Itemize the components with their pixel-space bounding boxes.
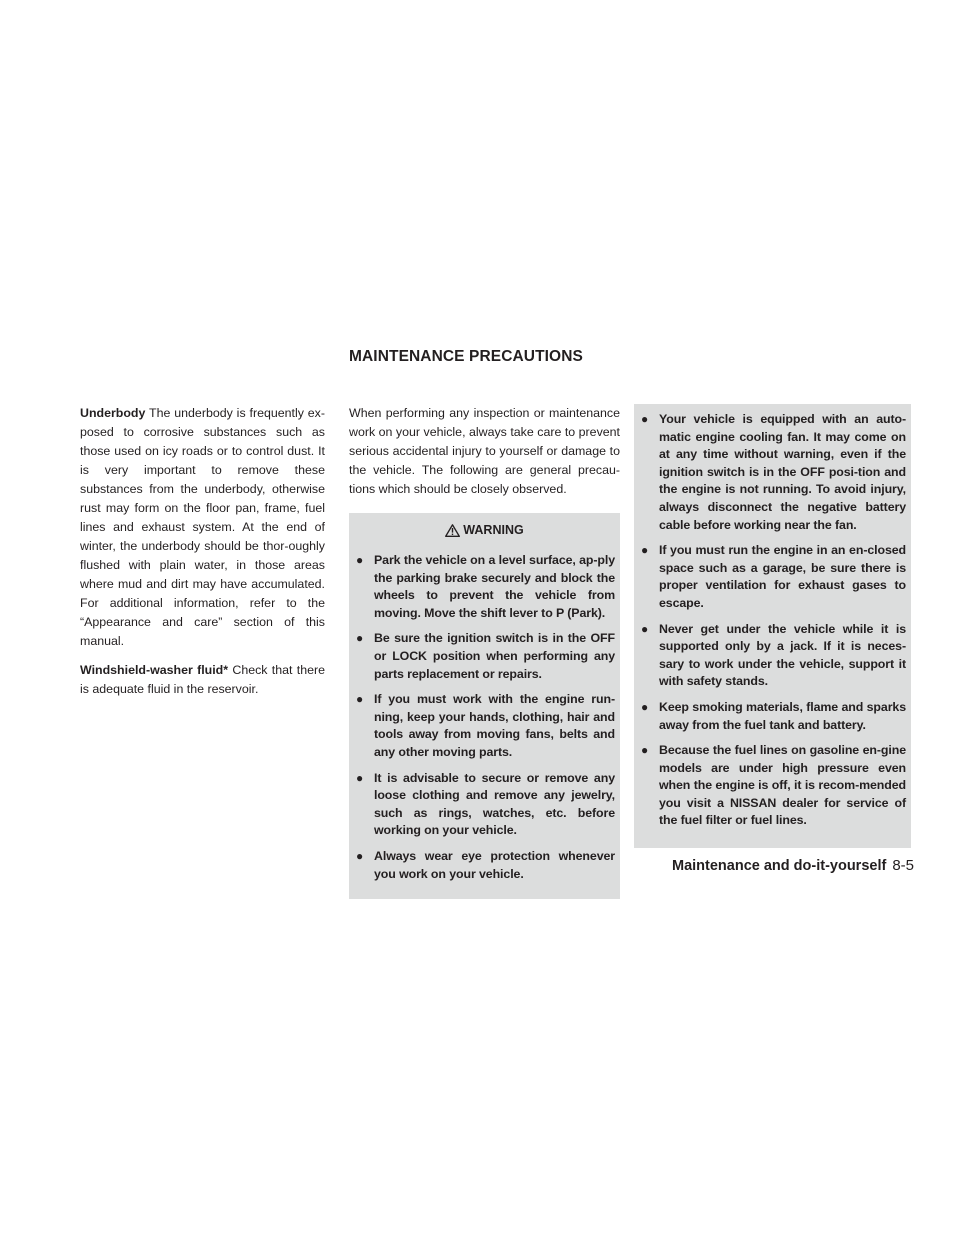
- bullet-icon: ●: [641, 699, 649, 714]
- middle-column: [349, 404, 620, 899]
- bullet-icon: ●: [356, 692, 364, 707]
- bullet-icon: ●: [641, 743, 649, 758]
- list-item: ● Never get under the vehicle while it is supported only by a jack. If it is neces-sary to work under the vehicle, support it with safety stands.: [641, 621, 906, 689]
- bullet-icon: ●: [356, 553, 364, 567]
- page-footer: [634, 857, 914, 874]
- washer-fluid-text: Check that there is adequate fluid in the reservoir.: [80, 663, 325, 696]
- warning-list-left: [354, 552, 615, 883]
- bullet-icon: ●: [641, 543, 649, 558]
- list-item: ● It is advisable to secure or remove any loose clothing and remove any jewelry, such as rings, watches, etc. before working on your vehicle.: [356, 770, 615, 838]
- warning-box-continued: [634, 404, 911, 848]
- left-column: [80, 404, 325, 709]
- right-column: [634, 404, 911, 848]
- page-number: 8-5: [892, 857, 914, 874]
- list-item: ● If you must work with the engine run-ning, keep your hands, clothing, hair and tools away from moving fans, belts and any other moving parts.: [356, 692, 615, 759]
- underbody-text: The underbody is frequently ex-posed to corrosive substances such as those used on icy roads or to control dust. It is very important to remove these substances from the underbody, otherwise rust may form on the floor pan, frame, fuel lines and exhaust system. At the end of winter, the underbody should be thor-oughly flushed with plain water, in those areas where mud and dirt may have accumulated. For additional information, refer to the “Appearance and care” section of this manual.: [80, 406, 325, 648]
- underbody-paragraph: [80, 404, 325, 651]
- list-item: ● Park the vehicle on a level surface, ap-ply the parking brake securely and block the wheels to prevent the vehicle from moving. Move the shift lever to P (Park).: [356, 553, 615, 620]
- footer-section-title: Maintenance and do-it-yourself: [672, 858, 887, 874]
- bullet-icon: ●: [356, 770, 364, 785]
- warning-triangle-icon: [445, 524, 460, 537]
- bullet-icon: ●: [356, 848, 364, 863]
- list-item: ● Your vehicle is equipped with an auto-matic engine cooling fan. It may come on at any time without warning, even if the ignition switch is in the OFF posi-tion and the engine is not running. To avoid injury, always disconnect the negative battery cable before working near the fan.: [641, 412, 906, 532]
- list-item: ● Keep smoking materials, flame and sparks away from the fuel tank and battery.: [641, 699, 906, 732]
- list-item: ● Because the fuel lines on gasoline en-gine models are under high pressure even when the engine is off, it is recom-mended you visit a NISSAN dealer for service of the fuel filter or fuel lines.: [641, 743, 906, 828]
- list-item: ● If you must run the engine in an en-closed space such as a garage, be sure there is proper ventilation for exhaust gases to escape.: [641, 543, 906, 610]
- washer-fluid-term: Windshield-washer fluid*: [80, 663, 229, 677]
- section-title: MAINTENANCE PRECAUTIONS: [349, 348, 583, 365]
- underbody-term: Underbody: [80, 406, 146, 420]
- washer-fluid-paragraph: [80, 661, 325, 699]
- list-item: ● Always wear eye protection whenever you work on your vehicle.: [356, 848, 615, 881]
- warning-heading: [354, 513, 615, 552]
- warning-label: WARNING: [463, 523, 524, 537]
- warning-list-right: [639, 411, 906, 830]
- bullet-icon: ●: [356, 631, 364, 646]
- intro-paragraph: When performing any inspection or maintenance work on your vehicle, always take care to prevent serious accidental injury to yourself or damage to the vehicle. The following are general precau-tions which should be closely observed.: [349, 406, 620, 496]
- list-item: ● Be sure the ignition switch is in the OFF or LOCK position when performing any parts replacement or repairs.: [356, 631, 615, 681]
- bullet-icon: ●: [641, 412, 649, 426]
- warning-box: [349, 513, 620, 899]
- bullet-icon: ●: [641, 621, 649, 636]
